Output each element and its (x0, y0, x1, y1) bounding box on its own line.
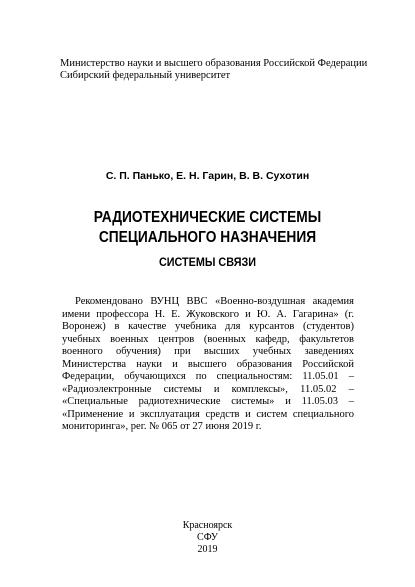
imprint-year: 2019 (197, 544, 218, 555)
book-subtitle: СИСТЕМЫ СВЯЗИ (158, 255, 257, 269)
ministry-header (60, 58, 368, 82)
imprint-publisher: СФУ (197, 532, 218, 543)
book-title-line-1: РАДИОТЕХНИЧЕСКИЕ СИСТЕМЫ (93, 209, 322, 226)
imprint (0, 520, 415, 556)
university-name: Сибирский федеральный университет (60, 70, 231, 81)
book-title (29, 208, 386, 248)
recommendation-text: Рекомендовано ВУНЦ ВВС «Военно-воздушная академия имени профессора Н. Е. Жуковского и Ю. А. Гагарина» (г. Воронеж) в качестве учебника для курсантов (студентов) учебных военных центров (военных кафедр, факультетов военного обучения) при высших учебных заведениях Министерства науки и высшего образования Российской Федерации, обучающихся по специальностям: 11.05.01 – «Радиоэлектронные системы и комплексы», 11.05.02 – «Специальные радиотехнические системы» и 11.05.03 – «Применение и эксплуатация средств и систем специального мониторинга», рег. № 065 от 27 июня 2019 г. (62, 296, 354, 432)
authors: С. П. Панько, Е. Н. Гарин, В. В. Сухотин (105, 170, 310, 182)
ministry-name: Министерство науки и высшего образования Российской Федерации (60, 58, 368, 69)
imprint-city: Красноярск (182, 520, 233, 531)
book-title-line-2: СПЕЦИАЛЬНОГО НАЗНАЧЕНИЯ (98, 229, 317, 246)
